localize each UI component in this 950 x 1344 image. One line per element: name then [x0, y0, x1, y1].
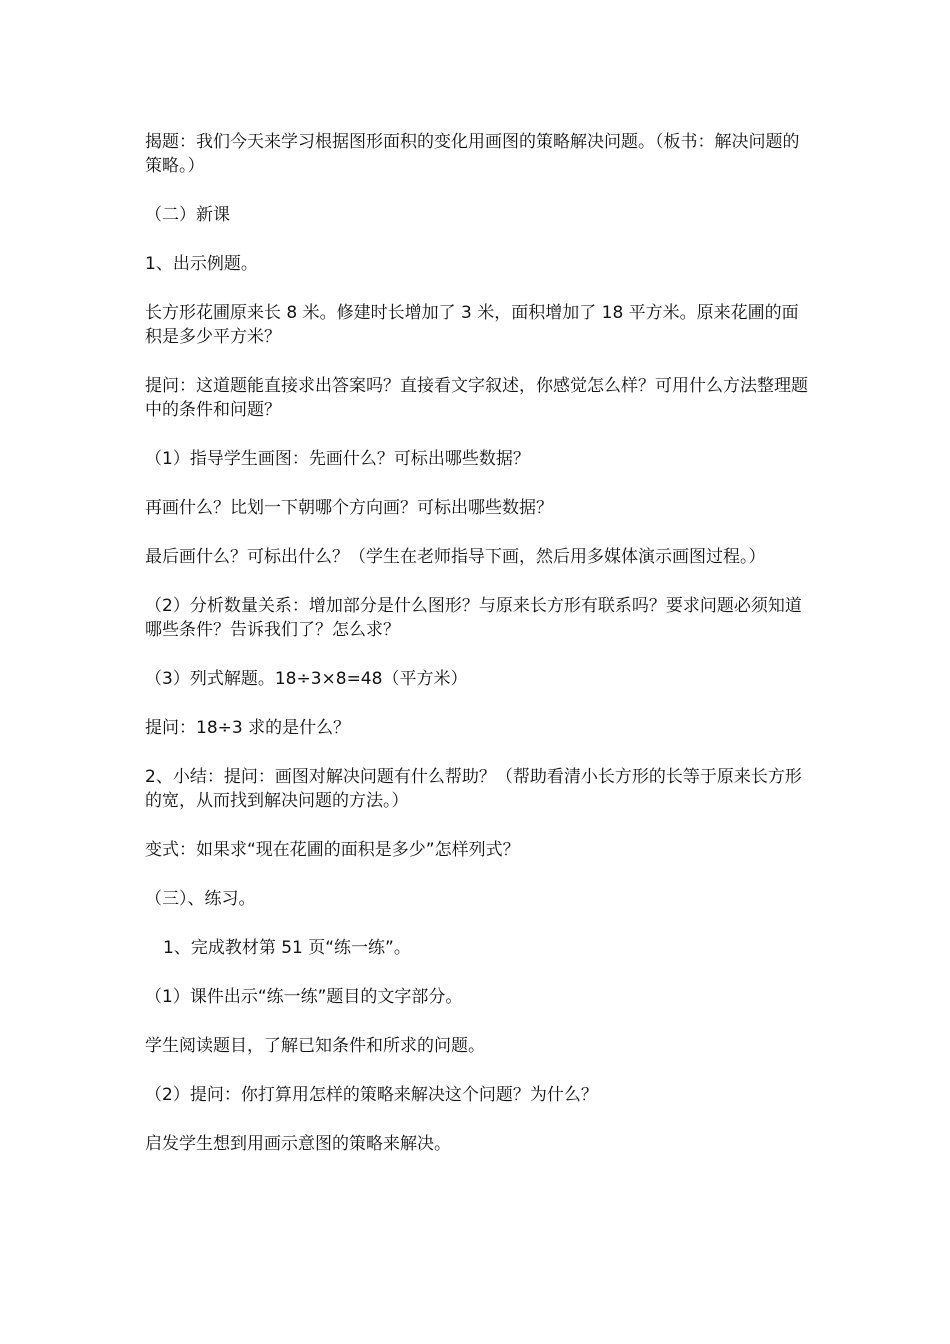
- paragraph-practice-2b: 启发学生想到用画示意图的策略来解决。: [145, 1134, 451, 1154]
- section-heading-new-lesson: （二）新课: [145, 205, 230, 225]
- paragraph-practice-1a: （1）课件出示“练一练”题目的文字部分。: [145, 987, 463, 1007]
- paragraph-step-3: （3）列式解题。18÷3×8=48（平方米）: [145, 669, 468, 689]
- paragraph-question: 提问：这道题能直接求出答案吗？直接看文字叙述，你感觉怎么样？可用什么方法整理题中的条件和问题？: [145, 376, 808, 420]
- paragraph-practice-1b: 学生阅读题目，了解已知条件和所求的问题。: [145, 1036, 485, 1056]
- paragraph-variation: 变式：如果求“现在花圃的面积是多少”怎样列式？: [145, 840, 520, 860]
- section-heading-practice: （三）、练习。: [145, 889, 256, 909]
- document-page: [145, 130, 810, 1181]
- paragraph-step-2: （2）分析数量关系：增加部分是什么图形？与原来长方形有联系吗？要求问题必须知道哪些条件？告诉我们了？怎么求？: [145, 596, 802, 640]
- paragraph-example-heading: 1、出示例题。: [145, 254, 258, 274]
- paragraph-question-2: 提问：18÷3 求的是什么？: [145, 718, 351, 738]
- paragraph-practice-2: （2）提问：你打算用怎样的策略来解决这个问题？为什么？: [145, 1085, 598, 1105]
- paragraph-step-1b: 再画什么？比划一下朝哪个方向画？可标出哪些数据？: [145, 498, 553, 518]
- paragraph-intro: 揭题：我们今天来学习根据图形面积的变化用画图的策略解决问题。（板书：解决问题的策略。）: [145, 132, 800, 176]
- paragraph-example-problem: 长方形花圃原来长 8 米。修建时长增加了 3 米，面积增加了 18 平方米。原来花圃的面积是多少平方米？: [145, 303, 799, 347]
- paragraph-summary: 2、小结：提问：画图对解决问题有什么帮助？（帮助看清小长方形的长等于原来长方形的宽，从而找到解决问题的方法。）: [145, 767, 802, 811]
- paragraph-step-1c: 最后画什么？可标出什么？（学生在老师指导下画，然后用多媒体演示画图过程。）: [145, 547, 766, 567]
- paragraph-step-1: （1）指导学生画图：先画什么？可标出哪些数据？: [145, 449, 530, 469]
- paragraph-practice-1: 1、完成教材第 51 页“练一练”。: [163, 938, 411, 958]
